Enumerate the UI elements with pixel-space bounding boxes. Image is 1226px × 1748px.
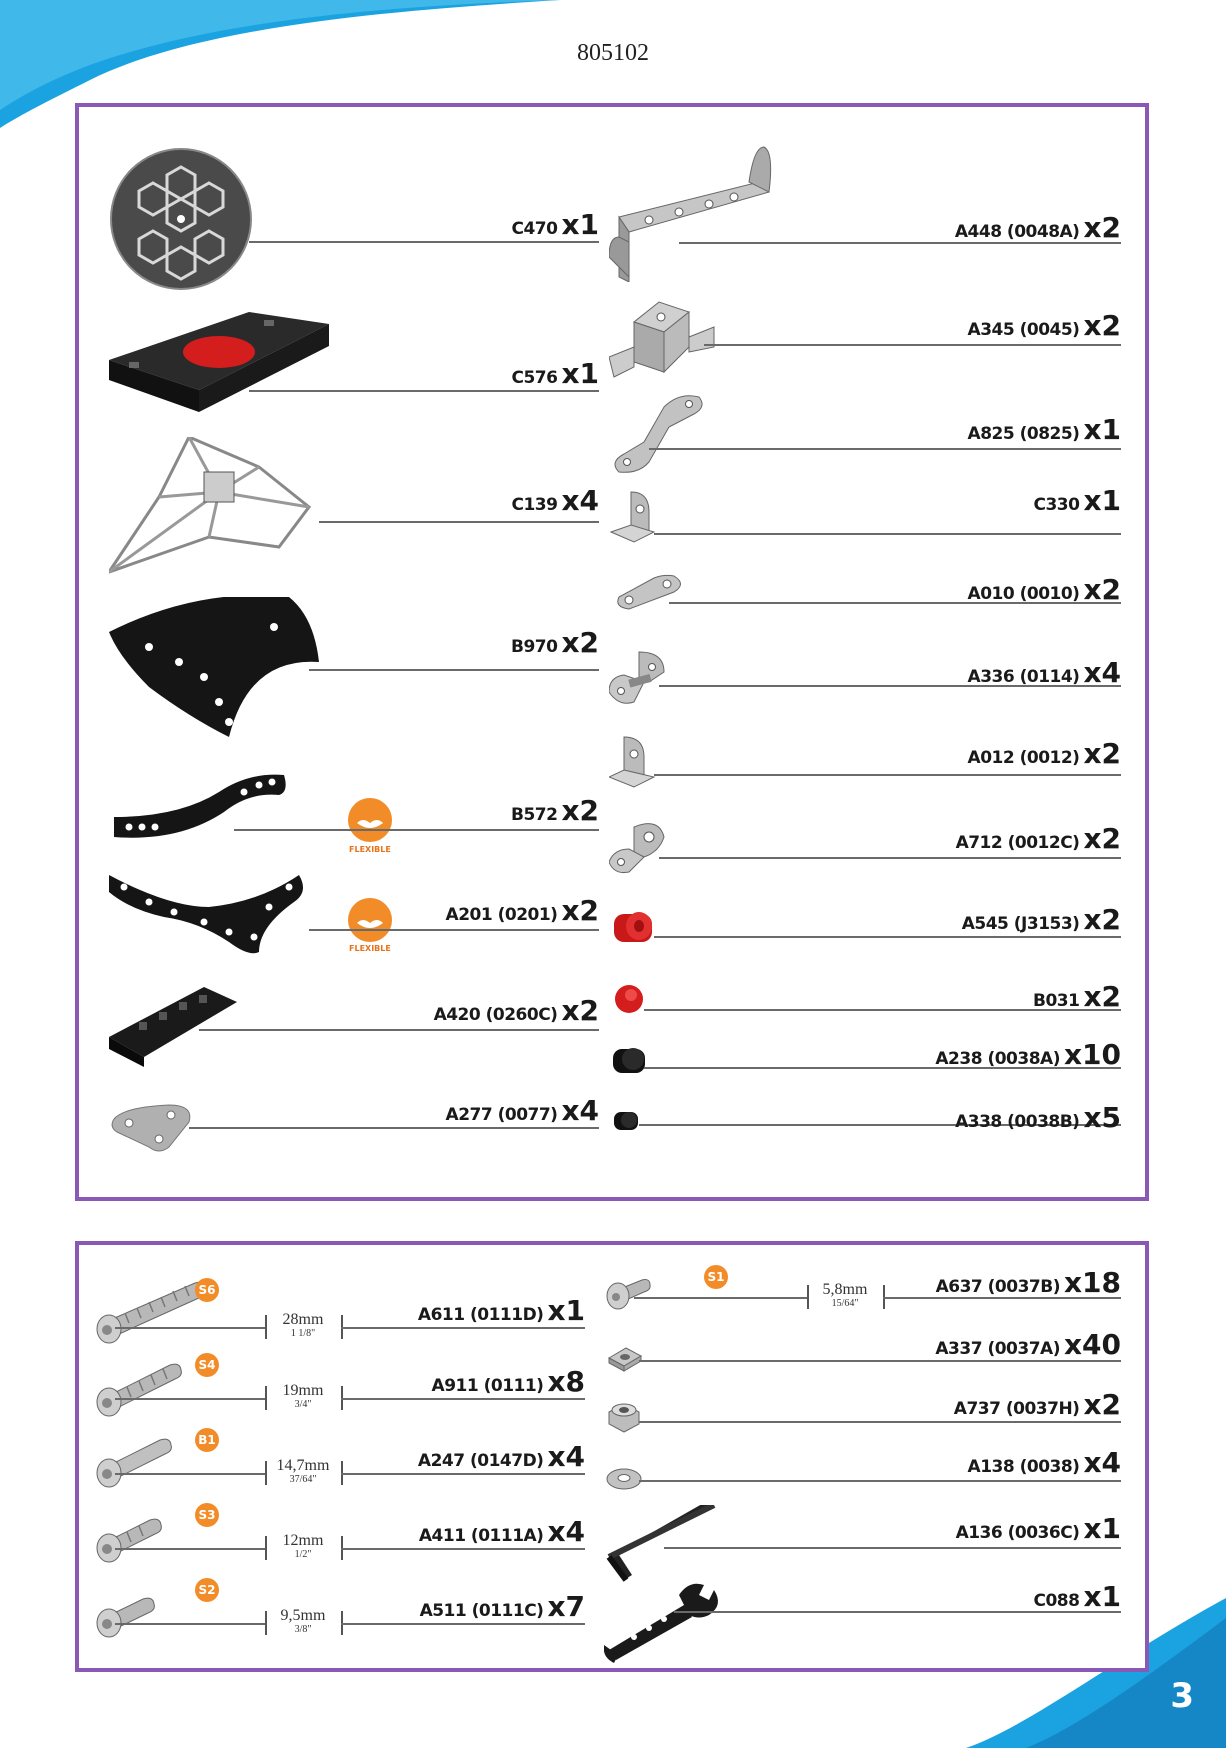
part-row (109, 302, 599, 432)
document-number: 805102 (577, 40, 649, 66)
part-code: C088 (1033, 1591, 1080, 1611)
curved-plate-icon (109, 597, 319, 747)
hardware-row (604, 1330, 1121, 1385)
part-code: C576 (511, 368, 558, 388)
part-qty: x4 (1083, 1446, 1121, 1479)
part-code: A420 (0260C) (433, 1005, 558, 1025)
part-row (609, 977, 1121, 1037)
short-screw-icon (95, 1575, 165, 1645)
part-code: A201 (0201) (445, 905, 558, 925)
part-qty: x2 (1083, 1388, 1121, 1421)
screw-row (95, 1275, 585, 1345)
part-code: A338 (0038B) (955, 1112, 1080, 1132)
part-code: A277 (0077) (445, 1105, 558, 1125)
size-badge: S1 (704, 1265, 728, 1289)
screw-row (95, 1500, 585, 1570)
small-spacer-icon (609, 1102, 643, 1136)
motor-block-icon (109, 302, 329, 422)
part-code: A136 (0036C) (955, 1523, 1080, 1543)
part-row (609, 484, 1121, 557)
hardware-row (604, 1265, 1121, 1325)
screw-length: 9,5mm 3/8" (280, 1607, 326, 1635)
part-qty: x1 (1083, 413, 1121, 446)
part-row (109, 767, 599, 867)
screw-length: 12mm 1/2" (282, 1532, 324, 1560)
part-row (609, 1037, 1121, 1097)
part-qty: x4 (547, 1440, 585, 1473)
screw-length: 5,8mm 15/64" (822, 1281, 868, 1309)
part-qty: x2 (561, 994, 599, 1027)
part-qty: x2 (561, 894, 599, 927)
screw-row (95, 1350, 585, 1420)
round-bracket-icon (609, 817, 669, 877)
part-row (609, 392, 1121, 482)
part-code: C470 (511, 219, 558, 239)
angle-bracket-icon (609, 487, 659, 547)
lock-nut-icon (604, 1392, 644, 1437)
part-qty: x1 (1083, 484, 1121, 517)
parts-panel (75, 103, 1149, 1201)
part-code: A511 (0111C) (419, 1601, 544, 1621)
part-row (109, 597, 599, 747)
part-code: A012 (0012) (967, 748, 1080, 768)
part-qty: x4 (561, 1094, 599, 1127)
part-qty: x1 (561, 357, 599, 390)
screw-row (95, 1425, 585, 1495)
double-bracket-icon (609, 142, 789, 282)
part-code: A825 (0825) (967, 424, 1080, 444)
flexible-angle-plate-icon (109, 867, 309, 957)
part-row (109, 157, 599, 287)
flexible-label: FLEXIBLE (349, 845, 391, 854)
part-qty: x4 (1083, 656, 1121, 689)
part-qty: x1 (561, 208, 599, 241)
part-code: A010 (0010) (967, 584, 1080, 604)
track-link-icon (109, 977, 239, 1067)
hexagon-disc-icon (109, 147, 259, 297)
part-qty: x4 (547, 1515, 585, 1548)
washer-icon (604, 1464, 644, 1494)
part-qty: x18 (1063, 1266, 1121, 1299)
angle-bracket-icon (609, 732, 659, 792)
part-row (609, 572, 1121, 632)
square-nut-icon (604, 1338, 644, 1378)
part-code: A336 (0114) (967, 667, 1080, 687)
red-cylinder-icon (609, 902, 659, 952)
part-code: A138 (0038) (967, 1457, 1080, 1477)
hinge-icon (609, 647, 679, 707)
part-code: A345 (0045) (967, 320, 1080, 340)
part-qty: x2 (561, 626, 599, 659)
part-row (609, 817, 1121, 887)
page-number: 3 (1170, 1676, 1194, 1716)
part-qty: x2 (1083, 903, 1121, 936)
screw-length: 28mm 1 1/8" (282, 1311, 324, 1339)
size-badge: B1 (195, 1428, 219, 1452)
part-code: A611 (0111D) (417, 1305, 544, 1325)
part-code: C139 (511, 495, 558, 515)
part-qty: x2 (1083, 211, 1121, 244)
shoulder-screw-icon (95, 1425, 185, 1495)
flexible-badge-icon (347, 897, 393, 943)
part-qty: x2 (1083, 573, 1121, 606)
triangle-plate-icon (109, 1097, 199, 1157)
part-code: A637 (0037B) (935, 1277, 1060, 1297)
part-code: B031 (1033, 991, 1080, 1011)
size-badge: S2 (195, 1578, 219, 1602)
short-screw-icon (604, 1270, 654, 1315)
part-code: B572 (511, 805, 558, 825)
screw-row (95, 1575, 585, 1645)
part-code: A411 (0111A) (418, 1526, 544, 1546)
part-qty: x2 (1083, 309, 1121, 342)
flexible-label: FLEXIBLE (349, 944, 391, 953)
red-knob-icon (609, 977, 649, 1017)
part-code: A737 (0037H) (953, 1399, 1080, 1419)
part-row (109, 1094, 599, 1167)
hex-key-icon (604, 1505, 724, 1585)
truss-corner-icon (109, 437, 329, 577)
hardware-row (604, 1575, 1121, 1665)
part-code: C330 (1033, 495, 1080, 515)
part-code: B970 (511, 637, 558, 657)
flat-strip-icon (609, 572, 689, 612)
part-qty: x8 (547, 1365, 585, 1398)
part-code: A448 (0048A) (954, 222, 1080, 242)
part-code: A247 (0147D) (417, 1451, 544, 1471)
medium-screw-icon (95, 1350, 195, 1420)
part-qty: x10 (1063, 1038, 1121, 1071)
part-code: A337 (0037A) (935, 1339, 1060, 1359)
size-badge: S4 (195, 1353, 219, 1377)
part-code: A545 (J3153) (961, 914, 1080, 934)
black-spacer-icon (609, 1037, 649, 1077)
part-qty: x2 (1083, 737, 1121, 770)
part-row (109, 437, 599, 577)
part-qty: x2 (1083, 980, 1121, 1013)
screw-length: 14,7mm 37/64" (276, 1457, 330, 1485)
part-qty: x7 (547, 1590, 585, 1623)
part-code: A911 (0111) (431, 1376, 544, 1396)
size-badge: S3 (195, 1503, 219, 1527)
u-bracket-icon (609, 292, 719, 382)
part-row (109, 867, 599, 967)
part-qty: x4 (561, 484, 599, 517)
part-qty: x40 (1063, 1328, 1121, 1361)
part-qty: x1 (547, 1294, 585, 1327)
part-qty: x5 (1083, 1101, 1121, 1134)
part-row (609, 142, 1121, 282)
part-row (609, 902, 1121, 962)
part-row (609, 647, 1121, 717)
part-qty: x1 (1083, 1512, 1121, 1545)
offset-strip-icon (609, 392, 709, 482)
size-badge: S6 (195, 1278, 219, 1302)
part-qty: x2 (1083, 822, 1121, 855)
flexible-badge-icon (347, 797, 393, 843)
short-screw-icon (95, 1500, 175, 1570)
part-row (109, 977, 599, 1077)
part-qty: x1 (1083, 1580, 1121, 1613)
screw-length: 19mm 3/4" (282, 1382, 324, 1410)
spanner-icon (604, 1575, 724, 1665)
hardware-row (604, 1446, 1121, 1505)
part-row (609, 292, 1121, 382)
hardware-row (604, 1387, 1121, 1447)
fasteners-panel (75, 1241, 1149, 1672)
hardware-row (604, 1505, 1121, 1585)
part-code: A712 (0012C) (955, 833, 1080, 853)
part-row (609, 1102, 1121, 1162)
part-qty: x2 (561, 794, 599, 827)
part-code: A238 (0038A) (935, 1049, 1060, 1069)
flexible-strip-icon (109, 767, 309, 847)
part-row (609, 732, 1121, 802)
